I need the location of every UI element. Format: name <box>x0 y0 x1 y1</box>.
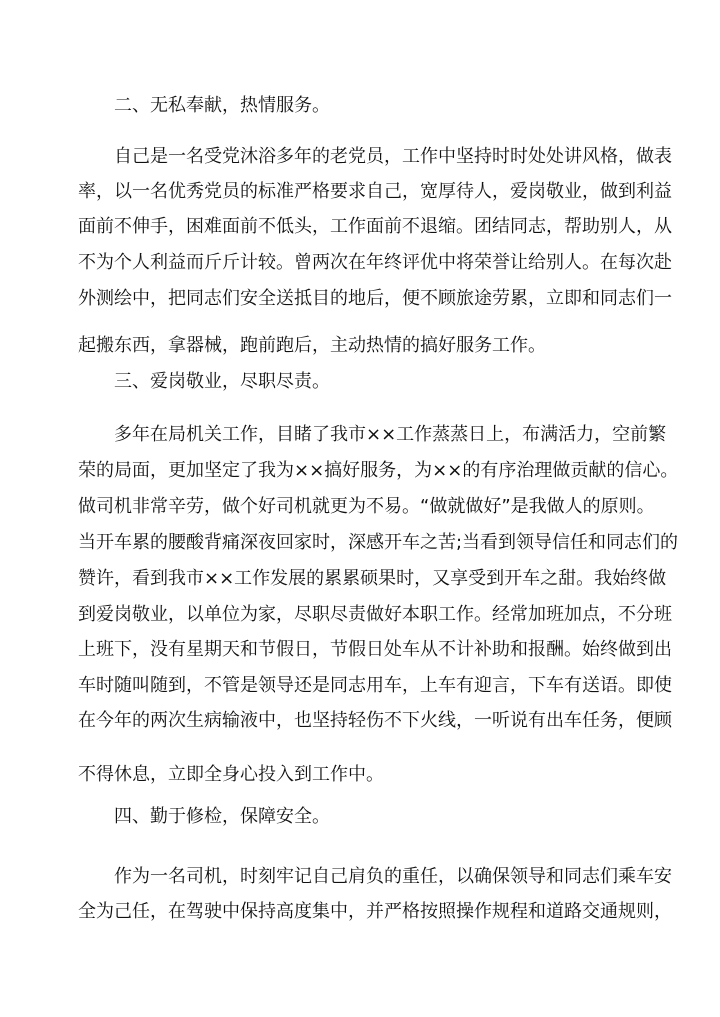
paragraph-line: 全为己任，在驾驶中保持高度集中，并严格按照操作规程和道路交通规则， <box>78 901 672 922</box>
paragraph-line: 多年在局机关工作，目睹了我市××工作蒸蒸日上，布满活力，空前繁 <box>114 424 667 445</box>
paragraph-line: 做司机非常辛劳，做个好司机就更为不易。“做就做好”是我做人的原则。 <box>78 496 655 517</box>
paragraph-line: 车时随叫随到，不管是领导还是同志用车，上车有迎言，下车有送语。即使 <box>78 675 672 696</box>
paragraph-line: 率，以一名优秀党员的标准严格要求自己，宽厚待人，爱岗敬业，做到利益 <box>78 181 672 202</box>
paragraph-line: 起搬东西，拿器械，跑前跑后，主动热情的搞好服务工作。 <box>78 335 546 356</box>
paragraph-line: 在今年的两次生病输液中，也坚持轻伤不下火线，一听说有出车任务，便顾 <box>78 710 672 731</box>
paragraph-line: 赞许，看到我市××工作发展的累累硕果时，又享受到开车之甜。我始终做 <box>78 568 667 589</box>
paragraph-line: 到爱岗敬业，以单位为家，尽职尽责做好本职工作。经常加班加点，不分班 <box>78 604 672 625</box>
paragraph-line: 自己是一名受党沐浴多年的老党员，工作中坚持时时处处讲风格，做表 <box>114 146 672 167</box>
section-heading: 二、无私奉献，热情服务。 <box>114 95 330 116</box>
paragraph-line: 不为个人利益而斤斤计较。曾两次在年终评优中将荣誉让给别人。在每次赴 <box>78 252 672 273</box>
paragraph-line: 当开车累的腰酸背痛深夜回家时，深感开车之苦;当看到领导信任和同志们的 <box>78 532 679 553</box>
paragraph-line: 作为一名司机，时刻牢记自己肩负的重任，以确保领导和同志们乘车安 <box>114 866 672 887</box>
section-heading: 四、勤于修检，保障安全。 <box>114 806 330 827</box>
paragraph-line: 面前不伸手，困难面前不低头，工作面前不退缩。团结同志，帮助别人，从 <box>78 216 672 237</box>
paragraph-line: 外测绘中，把同志们安全送抵目的地后，便不顾旅途劳累，立即和同志们一 <box>78 288 672 309</box>
paragraph-line: 不得休息，立即全身心投入到工作中。 <box>78 764 384 785</box>
paragraph-line: 上班下，没有星期天和节假日，节假日处车从不计补助和报酬。始终做到出 <box>78 639 672 660</box>
paragraph-line: 荣的局面，更加坚定了我为××搞好服务，为××的有序治理做贡献的信心。 <box>78 460 679 481</box>
section-heading: 三、爱岗敬业，尽职尽责。 <box>114 371 330 392</box>
